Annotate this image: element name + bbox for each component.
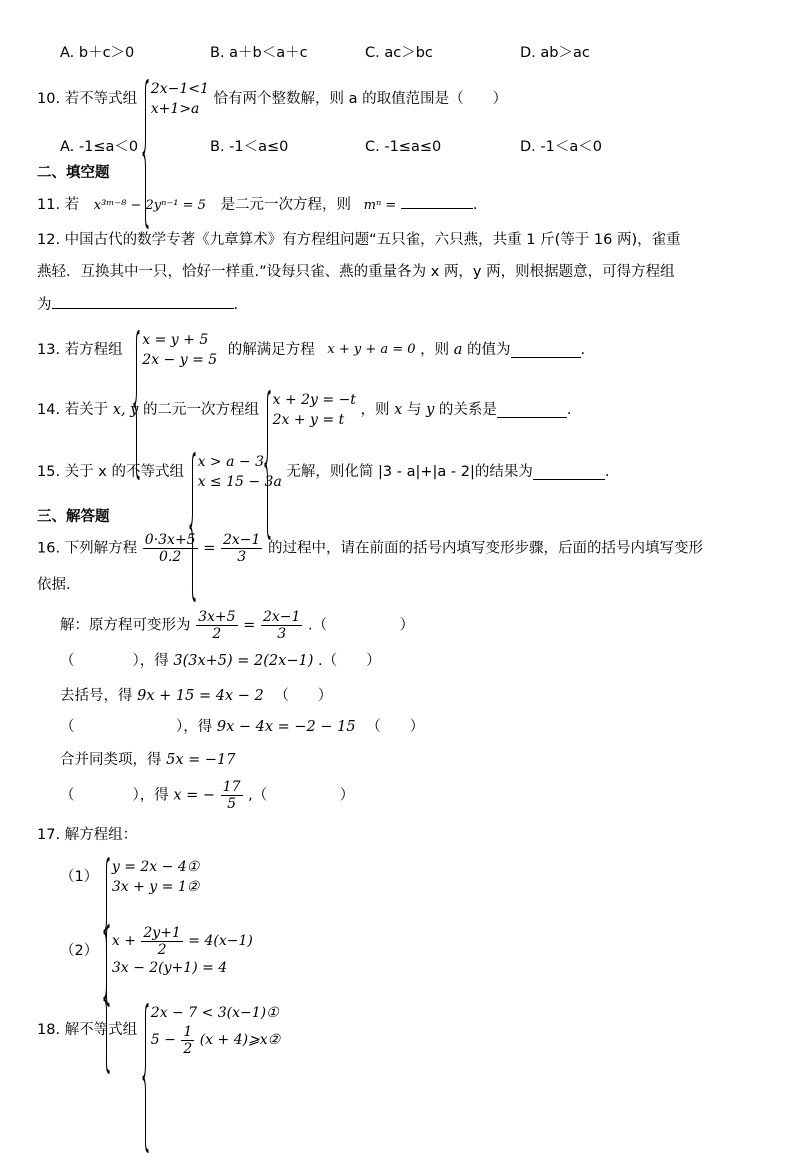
q16-step3-blank[interactable]: （ ） — [274, 688, 333, 704]
q14-end: . — [566, 402, 572, 418]
q10-tail: 恰有两个整数解，则 a 的取值范围是（ ） — [213, 91, 508, 107]
q16-step4-eq: 9x − 4x = −2 − 15 — [216, 719, 356, 735]
question-15 — [37, 452, 609, 492]
q17-part-2 — [60, 924, 253, 978]
q10-row1: 2x−1<1 — [150, 81, 209, 97]
brace-icon — [142, 1003, 149, 1153]
q13-tail1: ，则 — [420, 342, 450, 358]
q15-tail: 无解，则化简 |3 - a|+|a - 2|的结果为 — [286, 464, 533, 480]
q10-option-d: D. -1＜a＜0 — [520, 139, 602, 155]
q13-var: a — [453, 342, 463, 358]
q12-end: . — [233, 297, 239, 313]
q15-row1: x > a − 3 — [197, 454, 264, 470]
q15-end: . — [604, 464, 610, 480]
q16-step2-text[interactable]: （ ），得 — [60, 653, 169, 669]
q9-option-d: D. ab＞ac — [520, 45, 590, 61]
q18-row2-a: 5 − — [150, 1032, 176, 1048]
q13-prefix: 13. 若方程组 — [37, 342, 123, 358]
q14-mid: 的二元一次方程组 — [142, 402, 259, 418]
q17-part2-row2: 3x − 2(y+1) = 4 — [111, 960, 228, 976]
q13-mid: 的解满足方程 — [227, 342, 315, 358]
q11-mid: 是二元一次方程，则 — [220, 197, 352, 213]
q12-prefix: 为 — [37, 297, 52, 313]
q16-step6-frac: $\frac{17}{5}$ — [222, 779, 241, 812]
q14-x: x — [394, 402, 403, 418]
q16-step-3 — [60, 686, 332, 706]
q14-y: y — [426, 402, 435, 418]
q14-vars: x, y — [112, 402, 139, 418]
question-18 — [37, 1003, 280, 1057]
q17-part1-row1: y = 2x − 4① — [111, 859, 200, 875]
q13-row1: x = y + 5 — [142, 332, 209, 348]
q18-row1: 2x − 7 < 3(x−1)① — [150, 1005, 279, 1021]
q16-step1-text: 解：原方程可变形为 — [60, 617, 191, 634]
q17-part2-system — [103, 924, 253, 978]
q16-step-6 — [60, 779, 354, 812]
answer-blank[interactable] — [52, 294, 234, 309]
q16-step-2 — [60, 651, 381, 671]
q18-row2-b: (x + 4)⩾x② — [199, 1032, 281, 1048]
q17-part1-row2: 3x + y = 1② — [111, 879, 200, 895]
q16-step-1: 解：原方程可变形为 $\frac{3x+5}{2}$ = $\frac{2x-1}{3}$ .（ ） — [60, 609, 415, 642]
q9-option-a: A. b＋c＞0 — [60, 45, 135, 61]
q9-option-b: B. a＋b＜a＋c — [210, 45, 308, 61]
q17-part-1 — [60, 857, 199, 897]
q17-part1-label: （1） — [60, 869, 99, 885]
q9-option-c: C. ac＞bc — [365, 45, 433, 61]
q16-step1-frac-right: $\frac{2x-1}{3}$ — [262, 609, 301, 642]
q11-equation: x³ᵐ⁻⁸ − 2yⁿ⁻¹ = 5 — [93, 198, 206, 213]
answer-blank[interactable] — [497, 403, 567, 418]
q14-row1: x + 2y = −t — [272, 392, 356, 408]
section-answer-title: 三、解答题 — [37, 509, 110, 525]
q14-tail2: 与 — [406, 402, 422, 418]
section-fill-in-title: 二、填空题 — [37, 165, 110, 181]
question-10 — [37, 79, 507, 119]
q14-row2: 2x + y = t — [272, 412, 345, 428]
question-16: 16. 下列解方程 $\frac{0\cdot 3x+5}{0.2}$ = $\frac{2x-1}{3}$ 的过程中，请在前面的括号内填写变形步骤，后面的括号内填写变形 — [37, 532, 704, 565]
q16-step-5 — [60, 750, 235, 770]
q15-system — [189, 452, 282, 492]
q16-step4-blank[interactable]: （ ） — [366, 719, 425, 735]
q13-equation: x + y + a = 0 — [327, 342, 416, 357]
q16-step3-text: 去括号，得 — [60, 688, 133, 704]
q17-part2-row1-b: = 4(x−1) — [188, 933, 253, 949]
q16-step3-eq: 9x + 15 = 4x − 2 — [137, 688, 264, 704]
q13-end: . — [580, 342, 586, 358]
q11-expression: mⁿ = — [363, 198, 397, 213]
q16-step2-blank[interactable]: .（ ） — [317, 653, 381, 669]
q10-option-a: A. -1≤a＜0 — [60, 139, 139, 155]
q10-option-b: B. -1＜a≤0 — [210, 139, 289, 155]
q15-prefix: 15. 关于 x 的不等式组 — [37, 464, 184, 480]
answer-blank[interactable] — [401, 194, 473, 209]
q16-step4-text[interactable]: （ ），得 — [60, 719, 213, 735]
q16-fraction-right: $\frac{2x-1}{3}$ — [222, 532, 261, 565]
q16-step6-text[interactable]: （ ），得 — [60, 787, 169, 804]
q15-row2: x ≤ 15 − 3a — [197, 474, 282, 490]
q16-step6-blank[interactable]: ,（ ） — [248, 787, 355, 804]
q14-system — [264, 390, 356, 430]
q13-system — [133, 330, 217, 370]
q16-step5-text: 合并同类项，得 — [60, 752, 162, 768]
question-14 — [37, 390, 571, 430]
q10-row2: x+1>a — [150, 101, 200, 117]
q16-step1-blank[interactable]: .（ ） — [308, 617, 415, 634]
q14-prefix: 14. 若关于 — [37, 402, 109, 418]
q16-step6-eq: x = − — [173, 787, 216, 804]
q10-system — [142, 79, 209, 119]
q16-line-2: 依据. — [37, 577, 71, 593]
q11-prefix: 11. 若 — [37, 197, 80, 213]
brace-icon — [189, 452, 196, 602]
q17-part2-frac: $\frac{2y+1}{2}$ — [143, 924, 181, 958]
q16-fraction-left: $\frac{0\cdot 3x+5}{0.2}$ — [144, 532, 196, 565]
q10-option-c: C. -1≤a≤0 — [365, 139, 442, 155]
q13-row2: 2x − y = 5 — [142, 352, 218, 368]
q17-part2-row1-a: x + — [111, 933, 136, 949]
q12-line-1: 12. 中国古代的数学专著《九章算术》有方程组问题“五只雀，六只燕，共重 1 斤(等于 16 两)，雀重 — [37, 232, 681, 248]
question-13 — [37, 330, 585, 370]
q17-part1-system — [103, 857, 199, 897]
q16-step5-eq: 5x = −17 — [166, 752, 236, 768]
q17-part2-label: （2） — [60, 943, 99, 959]
q18-prefix: 18. 解不等式组 — [37, 1022, 138, 1038]
q16-step2-eq: 3(3x+5) = 2(2x−1) — [173, 653, 314, 669]
q16-step-4 — [60, 717, 424, 737]
q10-prefix: 10. 若不等式组 — [37, 91, 138, 107]
q18-system — [142, 1003, 280, 1057]
q14-tail1: ，则 — [360, 402, 390, 418]
answer-blank[interactable] — [533, 465, 605, 480]
q14-tail3: 的关系是 — [438, 402, 497, 418]
q18-frac: $\frac{1}{2}$ — [183, 1023, 193, 1057]
q13-tail2: 的值为 — [467, 342, 511, 358]
q12-line-2: 燕轻．互换其中一只，恰好一样重.”设每只雀、燕的重量各为 x 两，y 两，则根据题意，可得方程组 — [37, 264, 675, 280]
q16-step1-frac-left: $\frac{3x+5}{2}$ — [198, 609, 236, 642]
q16-tail: 的过程中，请在前面的括号内填写变形步骤，后面的括号内填写变形 — [268, 540, 704, 557]
q16-prefix: 16. 下列解方程 — [37, 540, 138, 557]
q12-line-3 — [37, 294, 238, 315]
q11-end: . — [472, 197, 478, 213]
q17-title: 17. 解方程组： — [37, 827, 138, 843]
question-11 — [37, 194, 477, 216]
answer-blank[interactable] — [511, 343, 581, 358]
